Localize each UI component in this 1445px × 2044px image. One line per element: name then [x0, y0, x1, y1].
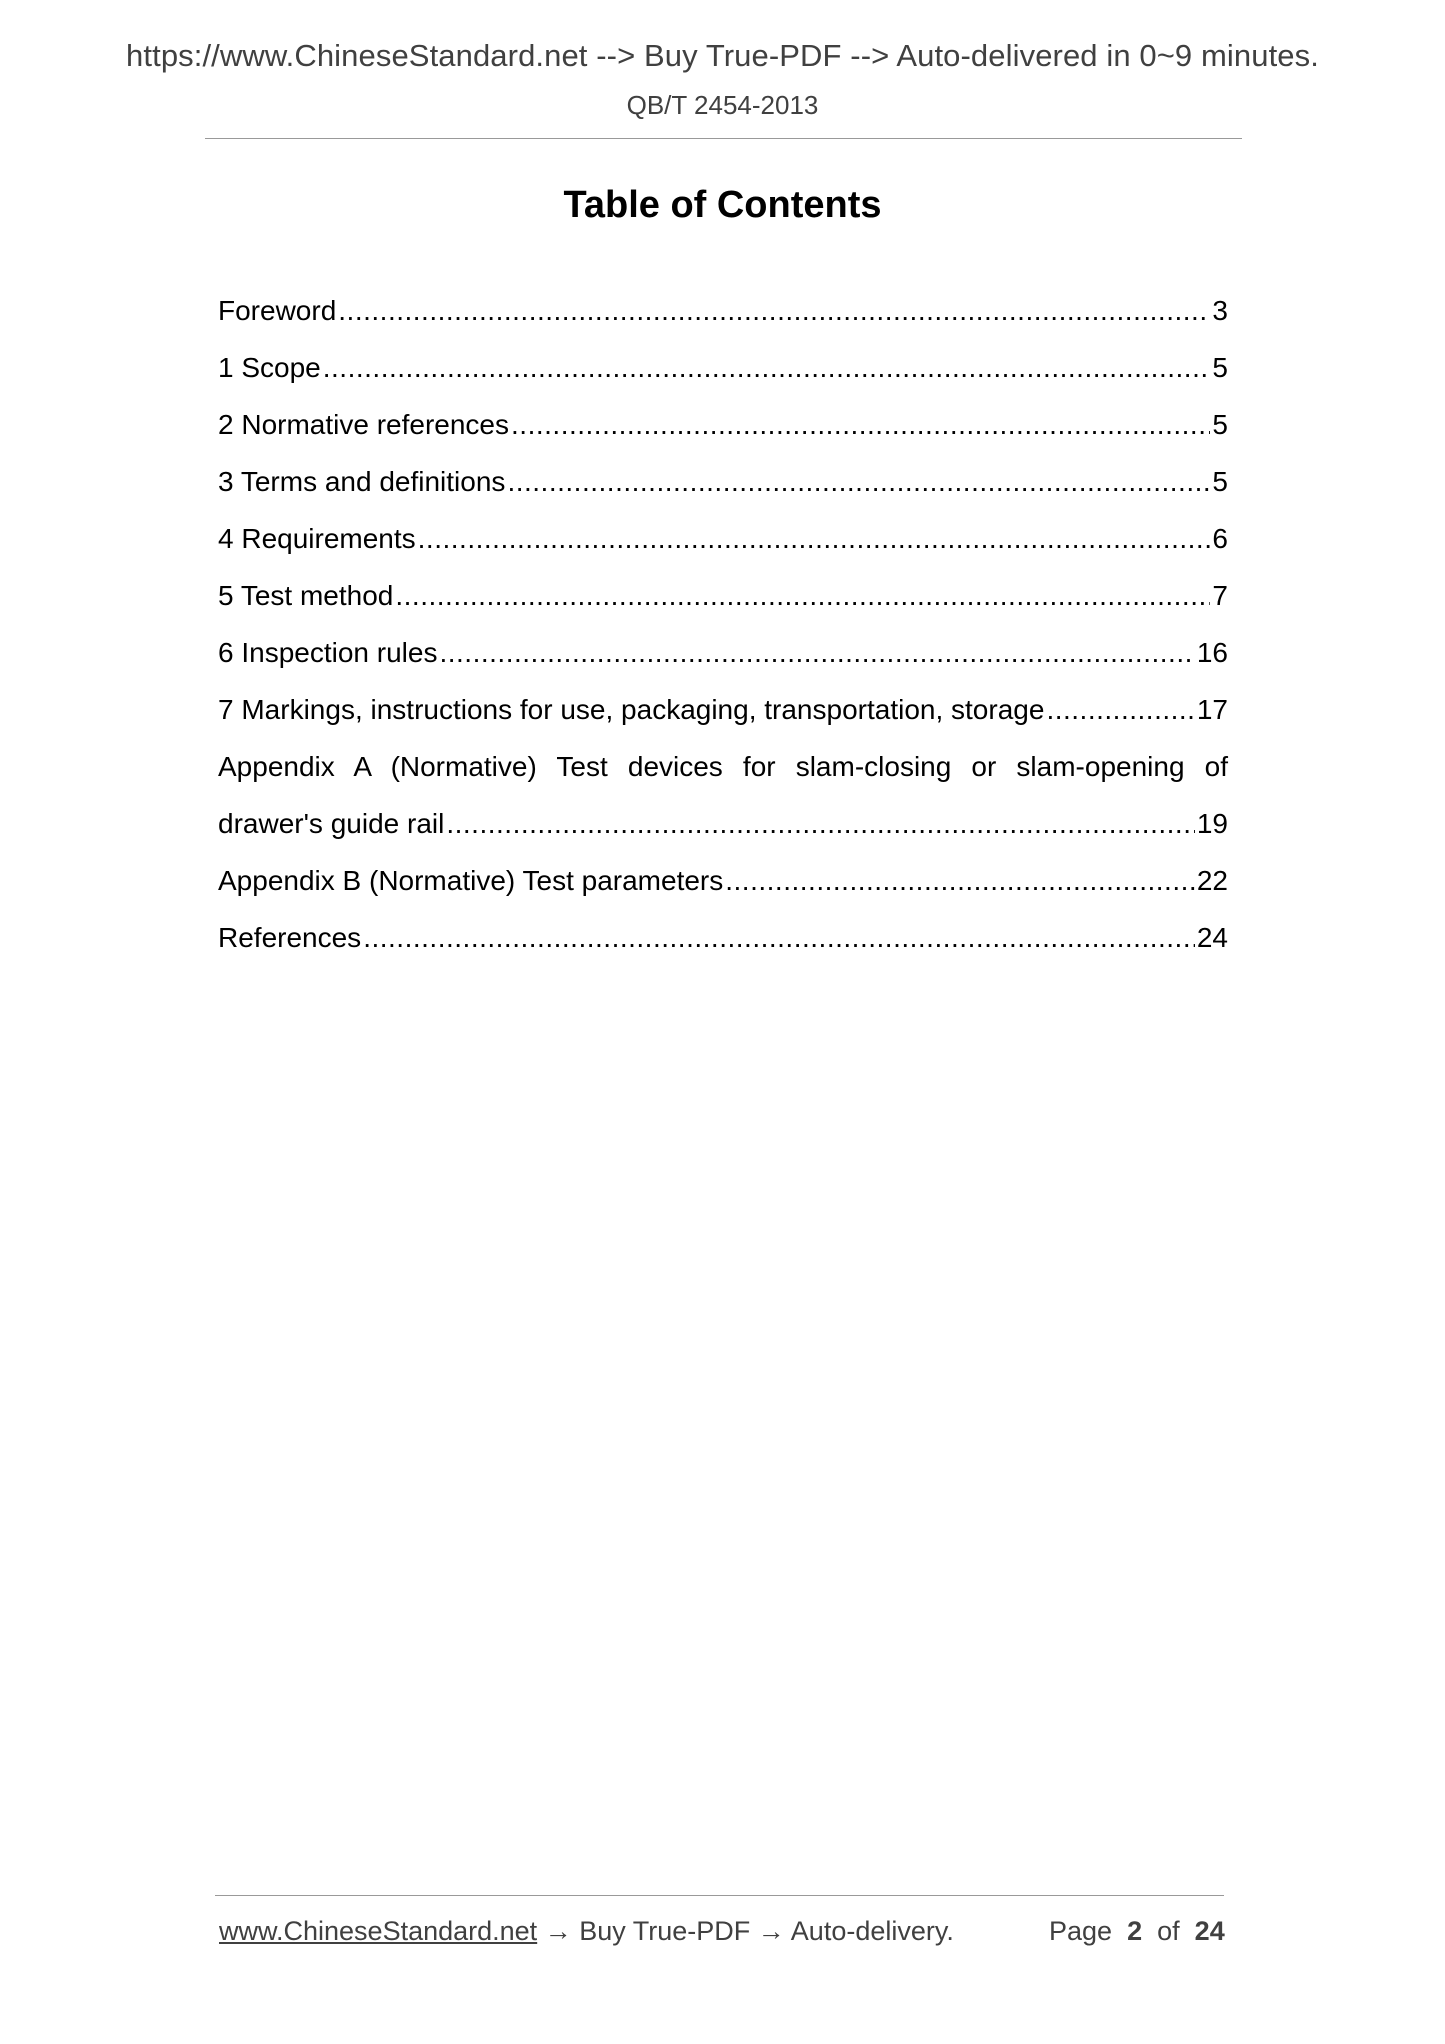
current-page: 2: [1127, 1916, 1143, 1946]
toc-dot-leader: [418, 519, 1211, 559]
toc-entry-appendix-a[interactable]: [218, 747, 1228, 861]
toc-entry-label: 5 Test method: [218, 580, 394, 611]
arrow-right-icon: →: [544, 1916, 572, 1946]
toc-entry-label: References: [218, 922, 362, 953]
toc-entry-label: 1 Scope: [218, 352, 321, 383]
toc-dot-leader: [363, 918, 1195, 958]
toc-entry-page: 7: [1212, 580, 1228, 611]
toc-entry-label: 6 Inspection rules: [218, 637, 438, 668]
toc-entry-label: 2 Normative references: [218, 409, 510, 440]
toc-entry-page: 3: [1212, 295, 1228, 326]
footer-delivery-text: Auto-delivery.: [790, 1916, 954, 1946]
total-pages: 24: [1194, 1916, 1225, 1946]
toc-entry-test-method[interactable]: [218, 576, 1228, 633]
toc-entry-page: 19: [1196, 808, 1228, 839]
toc-entry-label: drawer's guide rail: [218, 808, 445, 839]
toc-entry-label: 4 Requirements: [218, 523, 416, 554]
toc-entry-page: 17: [1196, 694, 1228, 725]
toc-entry-page: 5: [1212, 466, 1228, 497]
toc-entry-appendix-b[interactable]: [218, 861, 1228, 918]
header-divider: [205, 138, 1242, 139]
toc-entry-label: 7 Markings, instructions for use, packaging, transportation, storage: [218, 694, 1045, 725]
arrow-right-icon: →: [757, 1916, 785, 1946]
page-number: [1049, 1916, 1225, 1947]
toc-dot-leader: [439, 633, 1194, 673]
toc-dot-leader: [1046, 690, 1194, 730]
toc-entry-page: 5: [1212, 352, 1228, 383]
toc-entry-page: 6: [1212, 523, 1228, 554]
toc-entry-label: 3 Terms and definitions: [218, 466, 506, 497]
toc-dot-leader: [446, 804, 1195, 844]
toc-entry-foreword[interactable]: [218, 291, 1228, 348]
toc-entry-normative-references[interactable]: [218, 405, 1228, 462]
toc-dot-leader: [511, 405, 1210, 445]
toc-entry-references[interactable]: [218, 918, 1228, 975]
toc-dot-leader: [338, 291, 1210, 331]
toc-entry-label: Appendix B (Normative) Test parameters: [218, 865, 724, 896]
toc-entry-page: 24: [1196, 922, 1228, 953]
toc-entry-requirements[interactable]: [218, 519, 1228, 576]
toc-dot-leader: [507, 462, 1210, 502]
footer-website-link[interactable]: www.ChineseStandard.net: [219, 1916, 538, 1946]
of-word: of: [1157, 1916, 1180, 1946]
page-footer: [219, 1916, 1225, 1947]
toc-entry-scope[interactable]: [218, 348, 1228, 405]
toc-entry-continuation: [218, 804, 1228, 861]
toc-entry-markings[interactable]: [218, 690, 1228, 747]
header-banner: https://www.ChineseStandard.net --> Buy True-PDF --> Auto-delivered in 0~9 minutes.: [126, 38, 1319, 73]
standard-number: QB/T 2454-2013: [626, 90, 819, 120]
toc-entry-label: Appendix A (Normative) Test devices for slam-closing or slam-opening of: [218, 751, 1228, 782]
toc-entry-inspection-rules[interactable]: [218, 633, 1228, 690]
toc-entry-label: Foreword: [218, 295, 337, 326]
page-title: Table of Contents: [563, 184, 882, 226]
toc-dot-leader: [725, 861, 1195, 901]
toc-dot-leader: [323, 348, 1211, 388]
toc-entry-terms-definitions[interactable]: [218, 462, 1228, 519]
toc-entry-page: 5: [1212, 409, 1228, 440]
toc-dot-leader: [395, 576, 1210, 616]
toc-entry-page: 22: [1196, 865, 1228, 896]
table-of-contents: [218, 291, 1228, 975]
footer-divider: [215, 1895, 1224, 1896]
page-word: Page: [1049, 1916, 1113, 1946]
toc-entry-page: 16: [1196, 637, 1228, 668]
footer-buy-text: Buy True-PDF: [579, 1916, 751, 1946]
